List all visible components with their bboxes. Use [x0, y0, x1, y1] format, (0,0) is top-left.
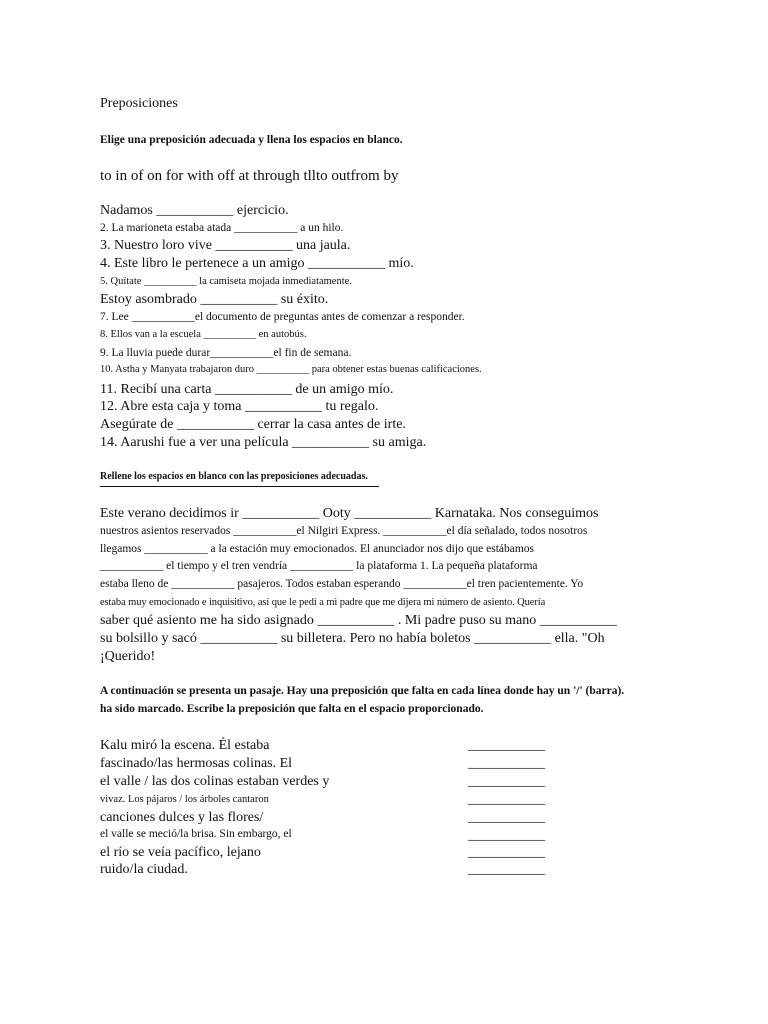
answer-blank[interactable]: ___________ [468, 774, 545, 789]
exercise-item-2: 2. La marioneta estaba atada ___________ a un hilo. [100, 222, 344, 234]
exercise-item-7: 7. Lee ___________el documento de preguntas antes de comenzar a responder. [100, 311, 465, 323]
page-title: Preposiciones [100, 96, 178, 111]
exercise-item-1: Nadamos ___________ ejercicio. [100, 203, 289, 218]
answer-blank[interactable]: ___________ [468, 828, 545, 843]
answer-blank[interactable]: ___________ [468, 845, 545, 860]
passage3-line: ruido/la ciudad. [100, 862, 188, 877]
section1-instruction: Elige una preposición adecuada y llena los espacios en blanco. [100, 134, 403, 146]
exercise-item-4: 4. Este libro le pertenece a un amigo ___________ mío. [100, 256, 414, 271]
passage-line: ¡Querido! [100, 649, 156, 664]
exercise-item-10: 10. Astha y Manyata trabajaron duro __________ para obtener estas buenas calificaciones. [100, 364, 482, 375]
answer-blank[interactable]: ___________ [468, 862, 545, 877]
passage-line: Este verano decidimos ir ___________ Ooty ___________ Karnataka. Nos conseguimos [100, 506, 599, 521]
section3-instruction-line1: A continuación se presenta un pasaje. Hay una preposición que falta en cada línea donde hay un '/' (barra). [100, 685, 625, 697]
exercise-item-12: 12. Abre esta caja y toma ___________ tu regalo. [100, 399, 379, 414]
passage-line: llegamos ___________ a la estación muy emocionados. El anunciador nos dijo que estábamos [100, 543, 535, 555]
passage-line: estaba muy emocionado e inquisitivo, así que le pedí a mi padre que me dijera mi número de asiento. Quería [100, 597, 546, 608]
passage3-line: fascinado/las hermosas colinas. El [100, 756, 293, 771]
passage-line: ___________ el tiempo y el tren vendría ___________ la plataforma 1. La pequeña plataforma [100, 560, 538, 572]
exercise-item-11: 11. Recibí una carta ___________ de un amigo mío. [100, 382, 394, 397]
exercise-item-5: 5. Quítate __________ la camiseta mojada inmediatamente. [100, 276, 352, 287]
passage-line: saber qué asiento me ha sido asignado ___________ . Mi padre puso su mano ___________ [100, 613, 617, 628]
passage3-line: el río se veía pacífico, lejano [100, 845, 261, 860]
passage-line: estaba lleno de ___________ pasajeros. Todos estaban esperando ___________el tren pacientemente. Yo [100, 578, 584, 590]
passage-line: nuestros asientos reservados ___________el Nilgiri Express. ___________el día señalado, todos nosotros [100, 525, 588, 537]
exercise-item-3: 3. Nuestro loro vive ___________ una jaula. [100, 238, 351, 253]
exercise-item-6: Estoy asombrado ___________ su éxito. [100, 292, 329, 307]
word-bank: to in of on for with off at through tllto outfrom by [100, 168, 399, 184]
passage3-line: vivaz. Los pájaros / los árboles cantaron [100, 794, 269, 805]
passage3-line: Kalu miró la escena. Él estaba [100, 738, 270, 753]
section3-instruction-line2: ha sido marcado. Escribe la preposición que falta en el espacio proporcionado. [100, 703, 484, 715]
exercise-item-8: 8. Ellos van a la escuela __________ en autobús. [100, 329, 307, 340]
passage3-line: el valle / las dos colinas estaban verdes y [100, 774, 330, 789]
passage3-line: canciones dulces y las flores/ [100, 810, 264, 825]
section2-instruction: Rellene los espacios en blanco con las preposiciones adecuadas. [100, 471, 368, 482]
answer-blank[interactable]: ___________ [468, 738, 545, 753]
exercise-item-9: 9. La lluvia puede durar___________el fin de semana. [100, 347, 352, 359]
exercise-item-13: Asegúrate de ___________ cerrar la casa antes de irte. [100, 417, 406, 432]
answer-blank[interactable]: ___________ [468, 756, 545, 771]
answer-blank[interactable]: ___________ [468, 810, 545, 825]
passage-line: su bolsillo y sacó ___________ su billetera. Pero no había boletos ___________ ella. "Oh [100, 631, 605, 646]
section2-underline [100, 486, 379, 487]
answer-blank[interactable]: ___________ [468, 792, 545, 807]
exercise-item-14: 14. Aarushi fue a ver una película ___________ su amiga. [100, 435, 427, 450]
passage3-line: el valle se meció/la brisa. Sin embargo, el [100, 828, 292, 840]
